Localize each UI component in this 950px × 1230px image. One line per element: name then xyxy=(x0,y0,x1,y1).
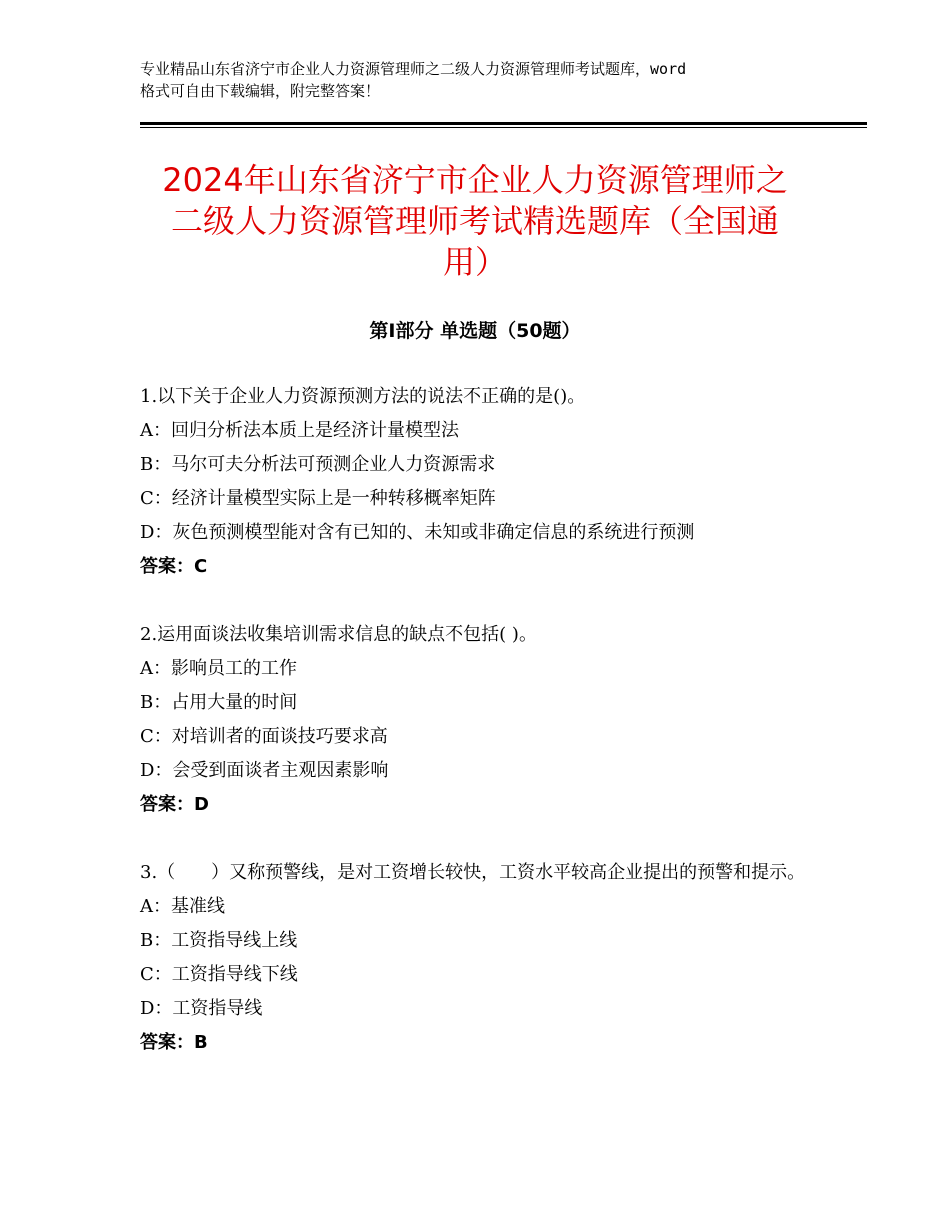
question-stem: 1.以下关于企业人力资源预测方法的说法不正确的是()。 xyxy=(140,386,586,407)
document-title xyxy=(140,160,810,283)
title-line3: 用） xyxy=(442,243,507,281)
header-note xyxy=(140,58,820,102)
section-title: 第Ⅰ部分 单选题（50题） xyxy=(369,320,581,342)
option-d: D：会受到面谈者主观因素影响 xyxy=(140,760,389,781)
header-divider-thin xyxy=(140,127,867,128)
title-line2: 二级人力资源管理师考试精选题库（全国通 xyxy=(170,202,779,240)
header-note-line2: 格式可自由下载编辑，附完整答案！ xyxy=(140,82,381,100)
question-1 xyxy=(140,380,820,584)
question-3 xyxy=(140,856,820,1060)
header-divider-thick xyxy=(140,122,867,125)
option-a: A：影响员工的工作 xyxy=(140,658,297,679)
question-stem: 3.（ ）又称预警线，是对工资增长较快，工资水平较高企业提出的预警和提示。 xyxy=(140,862,806,883)
header-note-line1: 专业精品山东省济宁市企业人力资源管理师之二级人力资源管理师考试题库，word xyxy=(140,60,687,78)
option-c: C：经济计量模型实际上是一种转移概率矩阵 xyxy=(140,488,496,509)
question-2 xyxy=(140,618,820,822)
answer: 答案：B xyxy=(140,1032,208,1053)
answer: 答案：D xyxy=(140,794,209,815)
option-d: D：灰色预测模型能对含有已知的、未知或非确定信息的系统进行预测 xyxy=(140,522,695,543)
question-list xyxy=(140,380,820,1094)
question-stem: 2.运用面谈法收集培训需求信息的缺点不包括( )。 xyxy=(140,624,537,645)
option-b: B：工资指导线上线 xyxy=(140,930,298,951)
option-d: D：工资指导线 xyxy=(140,998,263,1019)
title-line1: 2024年山东省济宁市企业人力资源管理师之 xyxy=(162,161,788,199)
option-b: B：占用大量的时间 xyxy=(140,692,298,713)
option-c: C：工资指导线下线 xyxy=(140,964,298,985)
option-a: A：基准线 xyxy=(140,896,225,917)
option-c: C：对培训者的面谈技巧要求高 xyxy=(140,726,388,747)
option-a: A：回归分析法本质上是经济计量模型法 xyxy=(140,420,459,441)
answer: 答案：C xyxy=(140,556,208,577)
option-b: B：马尔可夫分析法可预测企业人力资源需求 xyxy=(140,454,496,475)
